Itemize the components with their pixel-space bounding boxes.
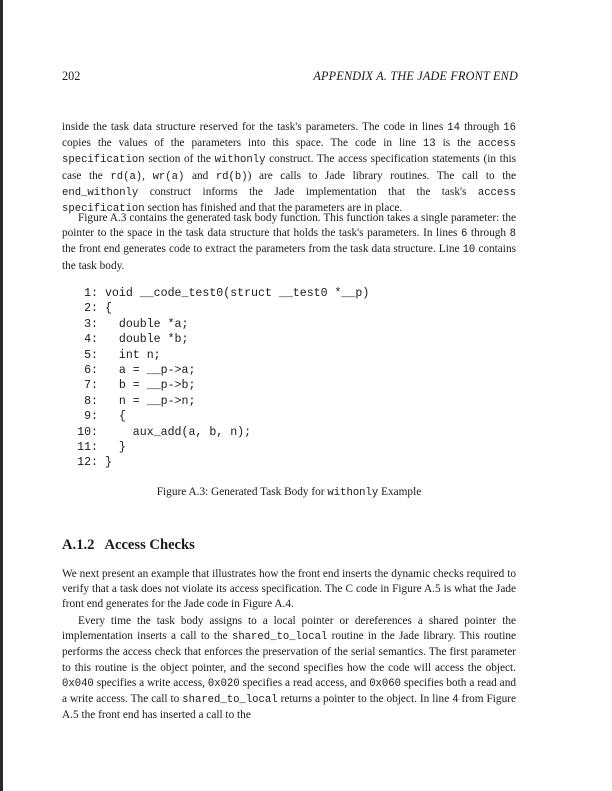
code-line [76,302,112,315]
code-line [76,287,369,300]
code-term: shared_to_local [231,631,328,644]
code-term: end_withonly [62,186,139,199]
text-run: section of the [144,153,215,166]
line-number: 4: [84,333,98,347]
code-text: double *a; [98,317,189,331]
code-text: aux_add(a, b, n); [98,425,252,439]
code-text: b = __p->b; [98,379,196,393]
line-ref: 8 [509,228,516,241]
caption-text: Example [378,486,422,498]
line-ref: 14 [447,122,461,134]
line-number: 1: [84,287,98,300]
text-run: the front end generates code to extract the parameters from the task data structure. Line [62,243,463,256]
text-run: routine in the Jade library. This routine performs the access check that enforces the preservation of the serial semantics. The first parameter to this routine is the object pointer, and the second specifies how the code will access the object. [62,630,516,674]
text-run: is the [435,137,478,150]
text-run: Figure A.3 contains the generated task body function. This function takes a single parameter: the pointer to the space in the task data structure that holds the task's parameters. In lines [62,212,516,240]
text-run: specifies a read access, and [239,676,370,689]
text-run: from Figure A.5 the front end has inserted a call to the [62,693,516,722]
code-line [76,333,188,346]
code-line [76,426,251,439]
line-number: 11: [77,441,98,455]
line-ref: 13 [422,138,436,151]
code-text: void __code_test0(struct __test0 *__p) [98,287,370,300]
code-term: access specification [62,186,516,216]
code-text: int n; [98,348,161,362]
code-term: 0x060 [369,677,401,690]
code-term: withonly [214,154,266,167]
text-run: returns a pointer to the object. In line [277,693,453,706]
code-text: } [98,456,112,470]
code-listing [76,286,369,471]
code-line [76,349,161,362]
line-ref: 6 [460,228,468,241]
section-number: A.1.2 [62,537,95,553]
text-run: through [460,121,504,133]
line-number: 5: [84,348,98,362]
line-number: 12: [77,456,98,470]
code-term: access specification [62,138,516,167]
caption-text: Figure A.3: Generated Task Body for [156,486,328,498]
code-term: shared_to_local [182,694,278,707]
code-line [76,410,126,423]
text-run: Every time the task body assigns to a local pointer or dereferences a shared pointer the implementation inserts a call to the [62,615,516,643]
text-run: through [467,227,510,240]
paragraph-access-intro [62,567,516,613]
paragraph-task-data [62,120,516,217]
text-run: inside the task data structure reserved for the task's parameters. The code in lines [62,121,448,133]
code-term: 0x040 [62,677,94,690]
code-line [76,441,126,454]
line-ref: 16 [503,122,517,134]
code-text: double *b; [98,333,189,347]
code-text: { [98,410,126,424]
line-number: 7: [84,379,98,393]
text-run: section has finished and that the parameters are in place. [144,202,403,215]
code-term: 0x020 [207,677,240,690]
code-line [76,456,112,469]
line-number: 2: [84,302,98,316]
paragraph-task-body [62,211,516,274]
code-text: a = __p->a; [98,364,196,378]
text-run: specifies a write access, [93,676,208,689]
code-line [76,364,195,377]
code-term: rd(b) [215,170,248,183]
line-number: 10: [77,425,98,439]
line-ref: 10 [462,244,476,257]
code-term: rd(a) [110,170,143,183]
text-run: specifies both a read and a write access. The call to [62,676,516,706]
text-run: construct informs the Jade implementation that the task's [138,185,478,198]
section-heading [62,537,195,554]
text-run: ) are calls to Jade library routines. The call to the [247,169,516,182]
paragraph-access-checks [62,614,516,723]
figure-caption [62,486,516,499]
code-text: { [98,302,112,316]
line-number: 3: [84,317,98,331]
code-text: } [98,441,126,455]
section-title: Access Checks [104,537,195,553]
line-ref: 4 [452,694,459,707]
code-term: wr(a) [152,170,185,183]
text-run: copies the values of the parameters into this space. The code in line [62,137,423,150]
code-line [76,318,188,331]
text-run: We next present an example that illustrates how the front end inserts the dynamic checks required to verify that a task does not violate its access specification. The C code in Figure A.5 is what the Jade front end generates for the Jade code in Figure A.4. [62,568,516,611]
caption-code: withonly [327,487,379,499]
page-number: 202 [62,69,81,83]
page-edge-bar [0,0,3,791]
line-number: 6: [84,364,98,378]
text-run: contains the task body. [62,243,516,272]
line-number: 8: [84,394,98,408]
code-line [76,379,195,392]
text-run: and [184,169,216,182]
code-line [76,395,195,408]
text-run: , [142,169,153,182]
line-number: 9: [84,410,98,424]
code-text: n = __p->n; [98,394,196,408]
text-run: construct. The access specification statements (in this case the [62,153,517,182]
running-head: APPENDIX A. THE JADE FRONT END [313,69,518,83]
